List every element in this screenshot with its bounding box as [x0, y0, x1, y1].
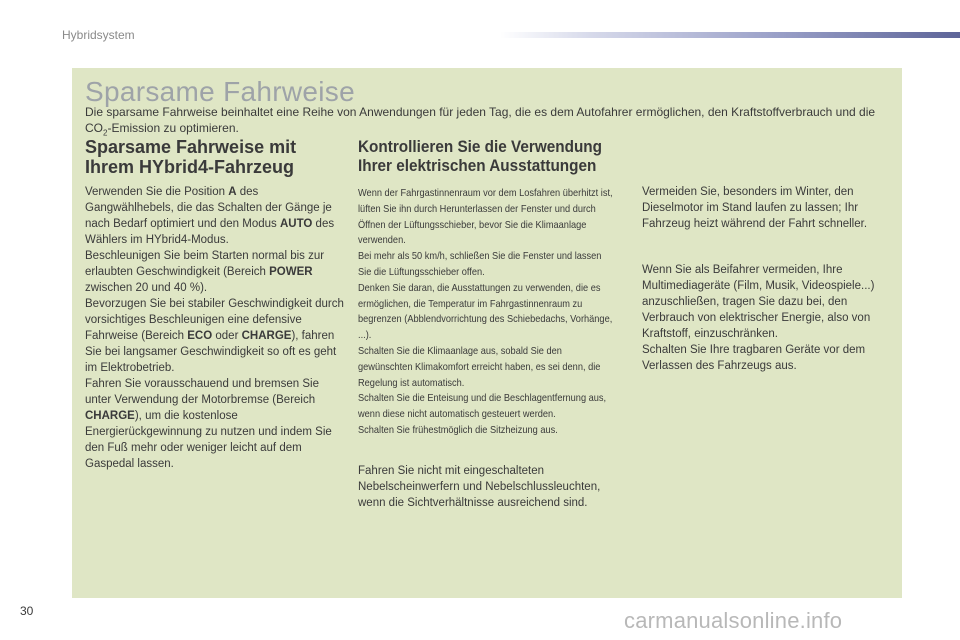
right-column-lower: [642, 262, 897, 374]
left-paragraph-4: Fahren Sie vorausschauend und bremsen Sie unter Verwendung der Motorbremse (Bereich CHARGE), um die kostenlose Energierückgewinnung zu nutzen und indem Sie den Fuß mehr oder weniger leicht auf dem Gaspedal lassen.: [85, 378, 332, 470]
left-paragraph-1: Verwenden Sie die Position A des Gangwählhebels, die das Schalten der Gänge je nach Bedarf optimiert und den Modus AUTO des Wählers im HYbrid4-Modus.: [85, 186, 335, 246]
middle-paragraph-6: Schalten Sie frühestmöglich die Sitzheizung aus.: [358, 423, 558, 436]
left-paragraph-2: Beschleunigen Sie beim Starten normal bis zur erlaubten Geschwindigkeit (Bereich POWER zwischen 20 und 40 %).: [85, 250, 325, 294]
middle-heading: Kontrollieren Sie die Verwendung Ihrer elektrischen Ausstattungen: [358, 137, 602, 175]
left-paragraph-3: Bevorzugen Sie bei stabiler Geschwindigkeit durch vorsichtiges Beschleunigen eine defensive Fahrweise (Bereich ECO oder CHARGE), fahren Sie bei langsamer Geschwindigkeit so oft es geht im Elektrobetrieb.: [85, 298, 344, 374]
middle-paragraph-3: Denken Sie daran, die Ausstattungen zu verwenden, die es ermöglichen, die Temperatur im Fahrgastinnenraum zu begrenzen (Abblendvorrichtung des Schiebedachs, Vorhänge, ...).: [358, 281, 613, 342]
middle-paragraph-1: Wenn der Fahrgastinnenraum vor dem Losfahren überhitzt ist, lüften Sie ihn durch Herunterlassen der Fenster und durch Öffnen der Lüftungsschieber, bevor Sie die Klimaanlage verwenden.: [358, 187, 613, 247]
section-title: Hybridsystem: [62, 28, 135, 42]
middle-paragraph-7: Fahren Sie nicht mit eingeschalteten Nebelscheinwerfern und Nebelschlussleuchten, wenn die Sichtverhältnisse ausreichend sind.: [358, 465, 601, 509]
middle-paragraph-4: Schalten Sie die Klimaanlage aus, sobald Sie den gewünschten Klimakomfort erreicht haben, es sei denn, die Regelung ist automatisch.: [358, 344, 601, 389]
header-decoration-bar: [500, 32, 960, 38]
right-paragraph-3: Schalten Sie Ihre tragbaren Geräte vor dem Verlassen des Fahrzeugs aus.: [642, 344, 866, 372]
right-paragraph-1: Vermeiden Sie, besonders im Winter, den Dieselmotor im Stand laufen zu lassen; Ihr Fahrzeug heizt während der Fahrt schneller.: [642, 186, 868, 230]
page-title: Sparsame Fahrweise: [85, 76, 355, 107]
right-paragraph-2: Wenn Sie als Beifahrer vermeiden, Ihre Multimediageräte (Film, Musik, Videospiele...) anzuschließen, tragen Sie dazu bei, den Verbrauch von elektrischer Energie, also von Kraftstoff, einzuschränken.: [642, 264, 875, 340]
left-column: [85, 184, 347, 472]
intro-text: Die sparsame Fahrweise beinhaltet eine Reihe von Anwendungen für jeden Tag, die es dem Autofahrer ermöglichen, den Kraftstoffverbrauch und die $CO_2$-Emission zu optimieren.: [85, 105, 876, 138]
left-heading: Sparsame Fahrweise mit Ihrem HYbrid4-Fahrzeug: [85, 137, 297, 177]
middle-paragraph-2: Bei mehr als 50 km/h, schließen Sie die Fenster und lassen Sie die Lüftungsschieber offen.: [358, 250, 602, 278]
page-number: 30: [20, 604, 34, 618]
middle-column: [358, 186, 613, 439]
watermark: carmanualsonline.info: [624, 608, 843, 633]
middle-paragraph-5: Schalten Sie die Enteisung und die Beschlagentfernung aus, wenn diese nicht automatisch gesteuert werden.: [358, 392, 607, 421]
